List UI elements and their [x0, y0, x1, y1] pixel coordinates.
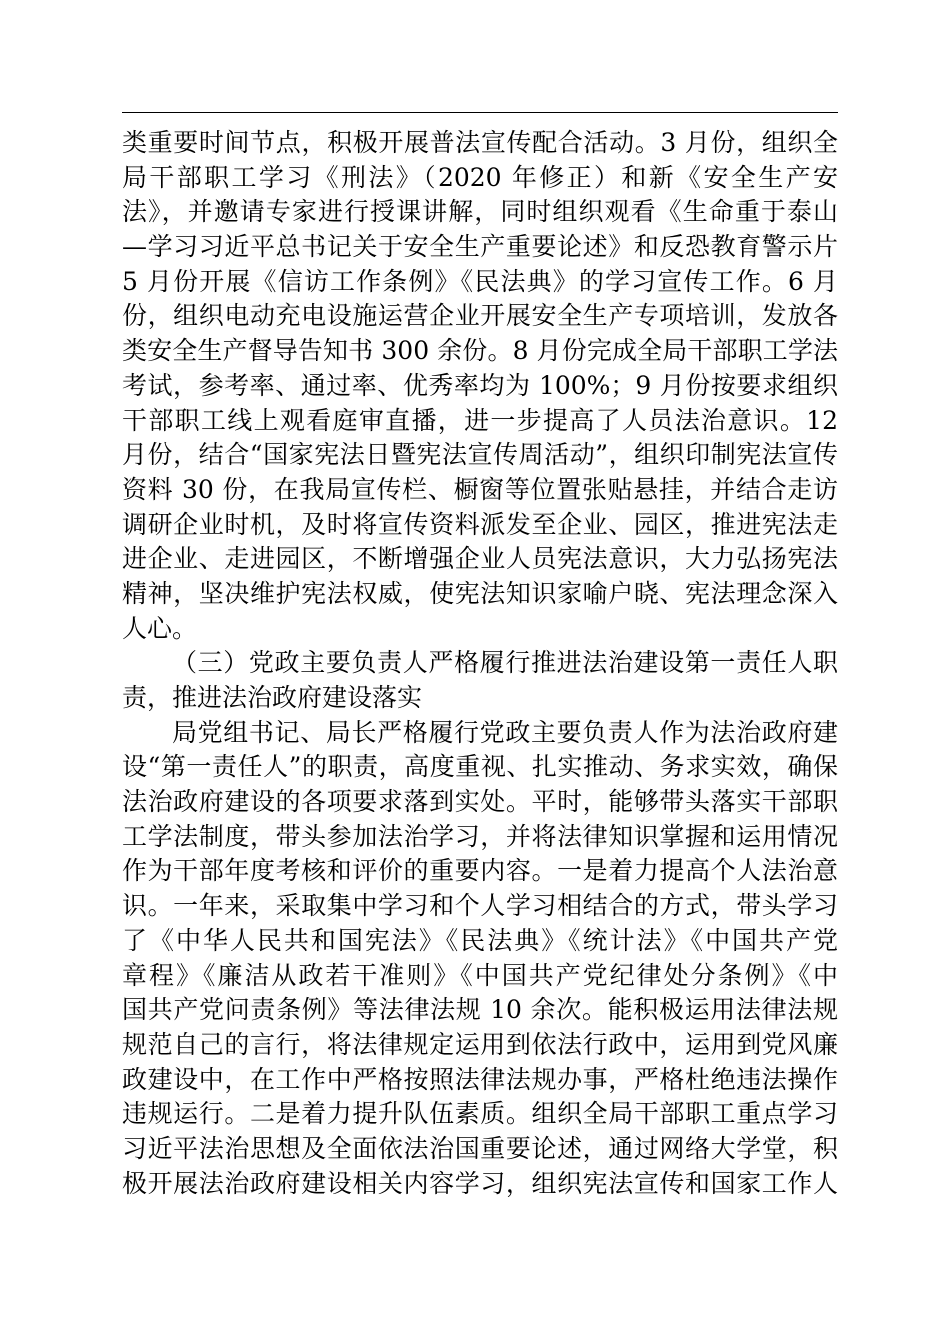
text-line: 政建设中，在工作中严格按照法律法规办事，严格杜绝违法操作: [122, 1064, 838, 1094]
text-line: 极开展法治政府建设相关内容学习，组织宪法宣传和国家工作人: [122, 1168, 838, 1198]
text-line: 章程》《廉洁从政若干准则》《中国共产党纪律处分条例》《中: [122, 960, 838, 990]
text-line: 考试，参考率、通过率、优秀率均为 100%；9 月份按要求组织: [122, 370, 838, 400]
text-line: 习近平法治思想及全面依法治国重要论述，通过网络大学堂，积: [122, 1133, 838, 1163]
text-line: 干部职工线上观看庭审直播，进一步提高了人员法治意识。12: [122, 405, 838, 435]
text-line: 国共产党问责条例》等法律法规 10 余次。能积极运用法律法规: [122, 995, 838, 1025]
text-line: 识。一年来，采取集中学习和个人学习相结合的方式，带头学习: [122, 891, 838, 921]
heading-line: 责，推进法治政府建设落实: [122, 683, 423, 712]
header-rule: [122, 112, 838, 113]
text-line: —学习习近平总书记关于安全生产重要论述》和反恐教育警示片: [122, 232, 838, 262]
text-line: 工学法制度，带头参加法治学习，并将法律知识掌握和运用情况: [122, 821, 838, 851]
text-line: 局干部职工学习《刑法》（2020 年修正）和新《安全生产安: [122, 162, 838, 192]
text-line: 调研企业时机，及时将宣传资料派发至企业、园区，推进宪法走: [122, 509, 838, 539]
text-line: 局党组书记、局长严格履行党政主要负责人作为法治政府建: [172, 717, 838, 747]
document-body: [122, 126, 838, 1201]
text-line: 了《中华人民共和国宪法》《民法典》《统计法》《中国共产党: [122, 925, 838, 955]
text-line: 人心。: [122, 613, 198, 643]
text-line: 违规运行。二是着力提升队伍素质。组织全局干部职工重点学习: [122, 1099, 838, 1129]
text-line: 精神，坚决维护宪法权威，使宪法知识家喻户晓、宪法理念深入: [122, 578, 838, 608]
text-line: 法治政府建设的各项要求落到实处。平时，能够带头落实干部职: [122, 787, 838, 817]
heading-line: （三）党政主要负责人严格履行推进法治建设第一责任人职: [172, 648, 838, 678]
text-line: 规范自己的言行，将法律规定运用到依法行政中，运用到党风廉: [122, 1029, 838, 1059]
text-line: 月份，结合“国家宪法日暨宪法宣传周活动”，组织印制宪法宣传: [122, 440, 838, 470]
text-line: 法》，并邀请专家进行授课讲解，同时组织观看《生命重于泰山: [122, 197, 838, 227]
text-line: 5 月份开展《信访工作条例》《民法典》的学习宣传工作。6 月: [122, 266, 838, 296]
body-paragraph: [122, 716, 838, 1202]
body-paragraph: [122, 126, 838, 646]
text-line: 设“第一责任人”的职责，高度重视、扎实推动、务求实效，确保: [122, 752, 838, 782]
text-line: 资料 30 份，在我局宣传栏、橱窗等位置张贴悬挂，并结合走访: [122, 474, 838, 504]
text-line: 类重要时间节点，积极开展普法宣传配合活动。3 月份，组织全: [122, 128, 838, 157]
section-heading: [122, 646, 838, 715]
text-line: 作为干部年度考核和评价的重要内容。一是着力提高个人法治意: [122, 856, 838, 886]
text-line: 类安全生产督导告知书 300 余份。8 月份完成全局干部职工学法: [122, 336, 838, 366]
text-line: 份，组织电动充电设施运营企业开展安全生产专项培训，发放各: [122, 301, 838, 331]
text-line: 进企业、走进园区，不断增强企业人员宪法意识，大力弘扬宪法: [122, 544, 838, 574]
